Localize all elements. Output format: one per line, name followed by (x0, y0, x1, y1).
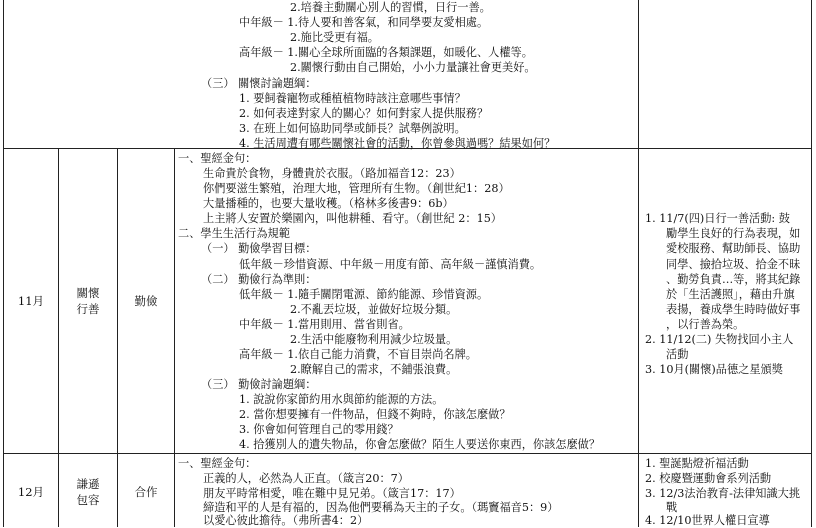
top-line: 高年級－ 1.關心全球所面臨的各類課題，如暖化、人權等。 (239, 46, 533, 59)
top-line: 2.施比受更有福。 (290, 31, 379, 44)
activity-line: 、勤勞負責…等，將其紀錄 (666, 273, 801, 286)
activity-line: 戰 (666, 501, 678, 514)
content-line: 朋友平時常相愛，唯在難中見兄弟。（箴言17：17） (203, 487, 461, 500)
activity-line: 1. 聖誕點燈祈福活動 (645, 457, 749, 470)
top-line: （三） 關懷討論題綱： (201, 77, 317, 90)
content-line: 你們要滋生繁殖，治理大地，管理所有生物。（創世紀1：28） (203, 182, 510, 195)
row-divider-dec (3, 453, 812, 454)
content-line: 以愛心彼此擔待。（弗所書4：2） (203, 514, 369, 527)
content-line: 2.不亂丟垃圾，並做好垃圾分類。 (290, 303, 458, 316)
top-line: 3. 在班上如何協助同學或師長？試舉例說明。 (239, 122, 466, 135)
content-line: 低年級－ 1.隨手關閉電源、節約能源、珍惜資源。 (239, 288, 489, 301)
top-line: 2.培養主動關心別人的習慣，日行一善。 (290, 1, 491, 14)
activity-line: 表揚，養成學生時時做好事 (666, 303, 801, 316)
activity-line: 愛校服務、幫助師長、協助 (666, 242, 801, 255)
top-line: 中年級－ 1.待人要和善客氣，和同學要友愛相處。 (239, 16, 489, 29)
activity-line: 於「生活護照」，藉由升旗 (666, 288, 795, 301)
content-line: （二） 勤儉行為準則： (201, 273, 317, 286)
activity-line: 2. 校慶暨運動會系列活動 (645, 472, 772, 485)
content-line: 1. 說說你家節約用水與節約能源的方法。 (239, 393, 444, 406)
activity-line: ，以行善為榮。 (666, 318, 745, 331)
theme-line: 行善 (76, 302, 100, 316)
content-line: （一） 勤儉學習目標： (201, 242, 317, 255)
content-line: 3. 你會如何管理自己的零用錢？ (239, 423, 399, 436)
top-line: 2. 如何表達對家人的關心？如何對家人提供服務？ (239, 107, 489, 120)
activity-line: 3. 12/3法治教育-法律知識大挑 (645, 487, 801, 500)
content-line: 正義的人，必然為人正直。（箴言20：7） (203, 472, 409, 485)
activity-line: 3. 10月(關懷)品德之星頒獎 (645, 363, 783, 376)
top-line: 4. 生活周遭有哪些關懷社會的活動，你曾參與過嗎？結果如何？ (239, 137, 556, 150)
top-line: 1. 要飼養寵物或種植植物時該注意哪些事情？ (239, 92, 466, 105)
table-border-left (3, 0, 4, 527)
table-divider-virtue (174, 148, 175, 527)
activity-line: 勵學生良好的行為表現，如 (666, 227, 801, 240)
table-divider-activity (638, 0, 639, 527)
content-line: 生命貴於食物，身體貴於衣服。（路加福音12：23） (203, 167, 461, 180)
theme-line: 包容 (76, 493, 100, 507)
virtue-cell: 勤儉 (134, 294, 158, 308)
virtue-cell: 合作 (134, 485, 158, 499)
content-line: 4. 拾獲別人的遺失物品，你會怎麼做？陌生人要送你東西，你該怎麼做？ (239, 438, 601, 451)
content-line: 低年級－珍惜資源、中年級－用度有節、高年級－謹慎消費。 (239, 258, 542, 271)
activity-line: 活動 (666, 348, 689, 361)
activity-line: 2. 11/12(二) 失物找回小主人 (645, 333, 794, 346)
table-border-right (811, 0, 812, 527)
activity-line: 1. 11/7(四)日行一善活動: 鼓 (645, 212, 790, 225)
content-line: 二、學生生活行為規範 (178, 227, 290, 240)
month-cell: 12月 (17, 485, 45, 499)
content-line: 締造和平的人是有福的，因為他們要稱為天主的子女。（瑪竇福音5：9） (203, 501, 559, 514)
table-divider-month (58, 148, 59, 527)
month-cell: 11月 (17, 294, 45, 308)
theme-line: 關懷 (76, 286, 100, 300)
activity-line: 4. 12/10世界人權日宣導 (645, 514, 770, 527)
content-line: 上主將人安置於樂園內，叫他耕種、看守。（創世紀 2：15） (203, 212, 502, 225)
content-line: 大量播種的，也要大量收穫。（格林多後書9：6b） (203, 197, 454, 210)
theme-cell (59, 476, 117, 508)
activity-line: 同學、撿拾垃圾、拾金不昧 (666, 258, 801, 271)
top-line: 2.關懷行動由自己開始，小小力量讓社會更美好。 (290, 61, 536, 74)
content-line: 2.瞭解自己的需求，不鋪張浪費。 (290, 363, 458, 376)
theme-line: 謙遜 (76, 477, 100, 491)
content-line: 高年級－ 1.依自己能力消費，不盲目崇尚名牌。 (239, 348, 477, 361)
content-line: 一、聖經金句： (178, 152, 257, 165)
content-line: 2.生活中能廢物利用減少垃圾量。 (290, 333, 458, 346)
theme-cell (59, 285, 117, 317)
content-line: 2. 當你想要擁有一件物品，但錢不夠時，你該怎麼做？ (239, 408, 511, 421)
content-line: 中年級－ 1.當用則用、當省則省。 (239, 318, 410, 331)
content-line: （三） 勤儉討論題綱： (201, 378, 317, 391)
table-divider-theme (117, 148, 118, 527)
content-line: 一、聖經金句： (178, 457, 257, 470)
